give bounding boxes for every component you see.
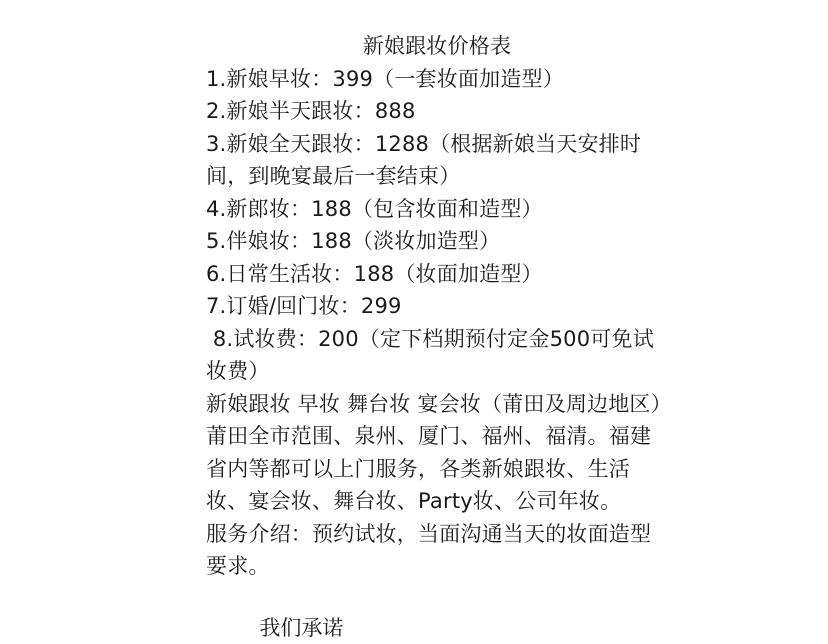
price-item-bride-half-day: 2.新娘半天跟妆：888	[206, 99, 416, 123]
price-item-daily: 6.日常生活妆：188（妆面加造型）	[206, 261, 543, 286]
service-intro-paragraph: 服务介绍：预约试妆，当面沟通当天的妆面造型要求。	[206, 521, 652, 578]
cutoff-text: 我们承诺	[206, 616, 344, 640]
price-item-bride-full-day: 3.新娘全天跟妆：1288（根据新娘当天安排时间，到晚宴最后一套结束）	[206, 131, 642, 188]
services-line: 新娘跟妆 早妆 舞台妆 宴会妆（莆田及周边地区）	[206, 391, 672, 416]
price-item-bride-morning: 1.新娘早妆：399（一套妆面加造型）	[206, 66, 564, 91]
service-area-paragraph: 莆田全市范围、泉州、厦门、福州、福清。福建省内等都可以上门服务，各类新娘跟妆、生活妆、宴会妆、舞台妆、Party妆、公司年妆。	[206, 424, 652, 513]
price-list-document	[206, 30, 672, 583]
price-item-bridesmaid: 5.伴娘妆：188（淡妆加造型）	[206, 229, 501, 253]
price-item-groom: 4.新郎妆：188（包含妆面和造型）	[206, 196, 543, 221]
price-item-trial: 8.试妆费：200（定下档期预付定金500可免试妆费）	[206, 326, 654, 383]
document-title: 新娘跟妆价格表	[362, 34, 512, 58]
price-item-engagement: 7.订婚/回门妆：299	[206, 294, 402, 318]
